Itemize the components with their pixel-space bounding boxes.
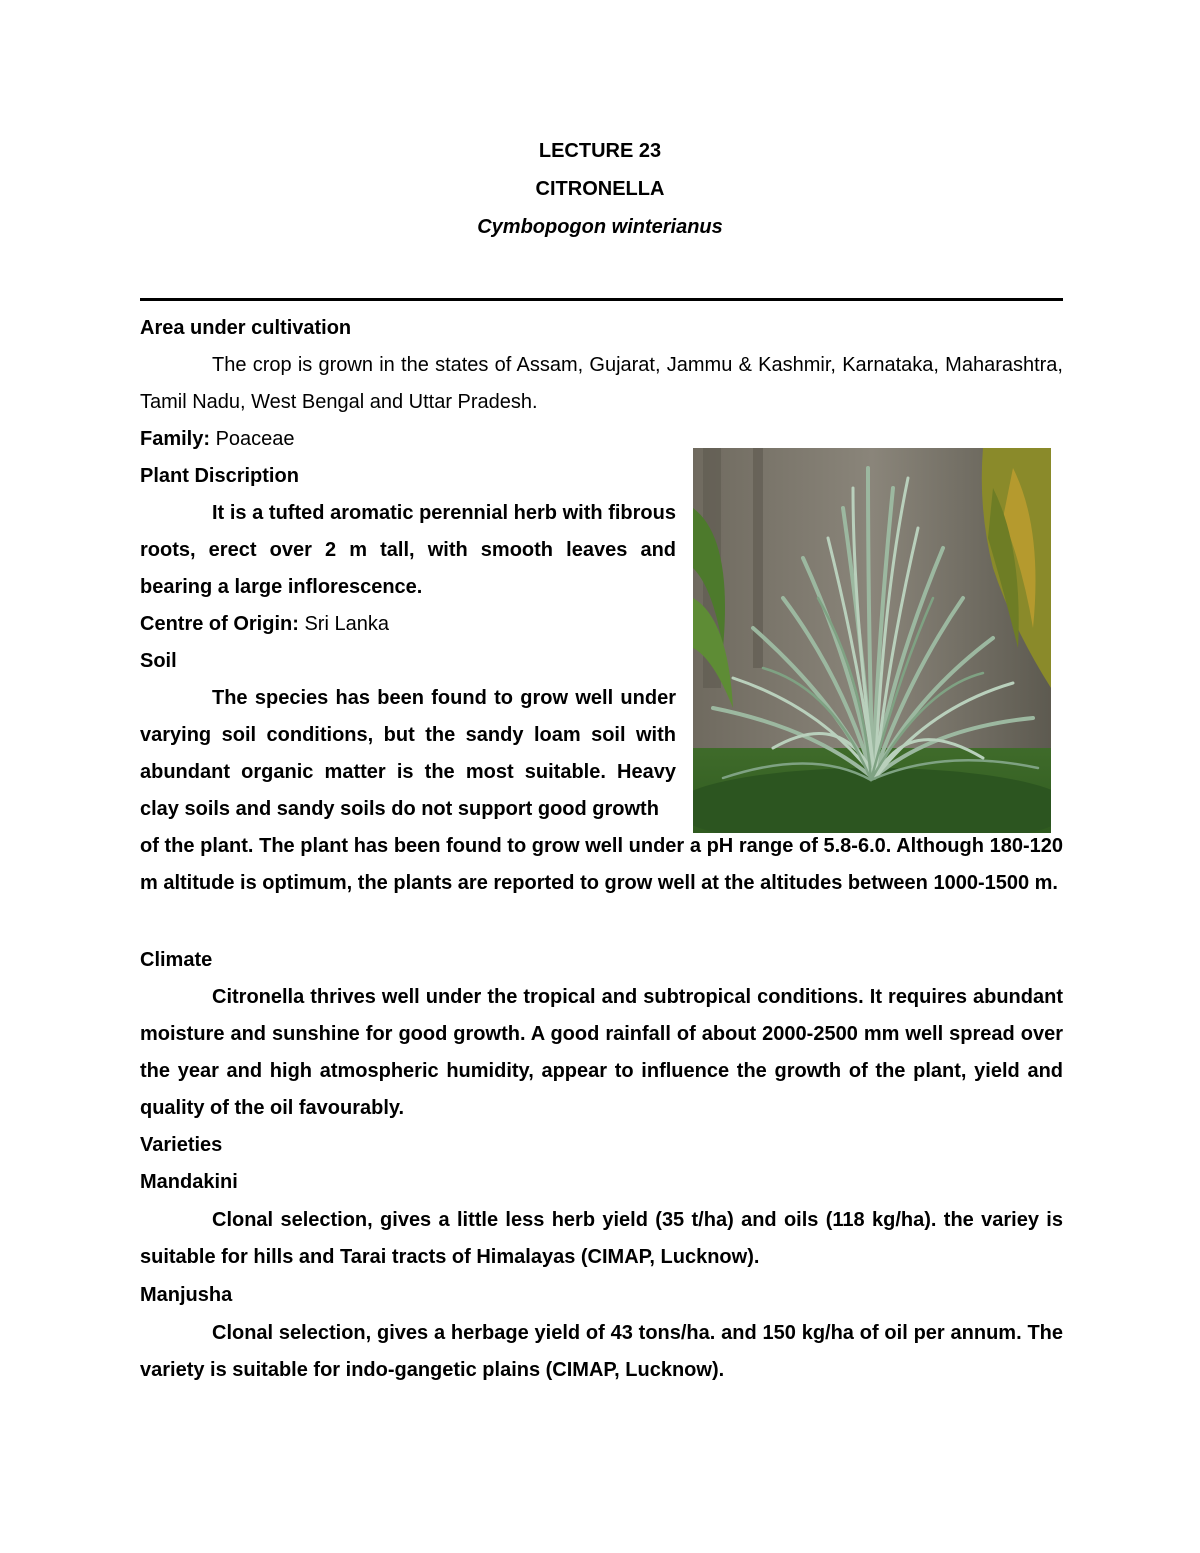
origin-line: [140, 606, 389, 643]
origin-label: Centre of Origin:: [140, 613, 299, 635]
soil-section-part1: [140, 680, 676, 828]
description-paragraph: It is a tufted aromatic perennial herb with fibrous roots, erect over 2 m tall, with smooth leaves and bearing a large inflorescence.: [140, 502, 676, 598]
varieties-heading-text: Varieties: [140, 1134, 223, 1156]
climate-heading: [140, 942, 212, 979]
variety-name: [140, 1164, 238, 1201]
variety-name-text: Manjusha: [140, 1284, 233, 1306]
variety-section: [140, 1202, 1063, 1276]
area-heading: [140, 310, 351, 347]
climate-heading-text: Climate: [140, 949, 213, 971]
variety-section: [140, 1315, 1063, 1389]
soil-paragraph-part2: of the plant. The plant has been found to grow well under a pH range of 5.8-6.0. Although 180-120 m altitude is optimum, the plants are reported to grow well at the altitudes between 1000-1500 m.: [140, 835, 1063, 894]
area-heading-text: Area under cultivation: [140, 317, 352, 339]
family-label: Family:: [140, 428, 211, 450]
origin-value: Sri Lanka: [304, 613, 389, 635]
description-section: [140, 495, 676, 606]
citronella-plant-photo: [693, 448, 1051, 833]
variety-name-text: Mandakini: [140, 1171, 238, 1193]
variety-paragraph: Clonal selection, gives a little less herb yield (35 t/ha) and oils (118 kg/ha). the variey is suitable for hills and Tarai tracts of Himalayas (CIMAP, Lucknow).: [140, 1209, 1063, 1268]
variety-paragraph: Clonal selection, gives a herbage yield of 43 tons/ha. and 150 kg/ha of oil per annum. The variety is suitable for indo-gangetic plains (CIMAP, Lucknow).: [140, 1322, 1063, 1381]
crop-title: CITRONELLA: [535, 178, 665, 200]
soil-paragraph-part1: The species has been found to grow well under varying soil conditions, but the sandy loam soil with abundant organic matter is the most suitable. Heavy clay soils and sandy soils do not support good growth: [140, 687, 676, 820]
description-heading-text: Plant Discription: [140, 465, 299, 487]
area-paragraph: The crop is grown in the states of Assam, Gujarat, Jammu & Kashmir, Karnataka, Maharashtra, Tamil Nadu, West Bengal and Uttar Pradesh.: [140, 354, 1063, 413]
family-value: Poaceae: [215, 428, 295, 450]
soil-heading: [140, 643, 177, 680]
climate-section: [140, 979, 1063, 1127]
header-divider: [140, 298, 1063, 301]
lecture-number: LECTURE 23: [538, 140, 662, 162]
soil-heading-text: Soil: [140, 650, 177, 672]
family-line: [140, 421, 295, 458]
botanical-name: Cymbopogon winterianus: [477, 216, 723, 238]
area-section: [140, 347, 1063, 421]
variety-name: [140, 1277, 232, 1314]
climate-paragraph: Citronella thrives well under the tropical and subtropical conditions. It requires abundant moisture and sunshine for good growth. A good rainfall of about 2000-2500 mm well spread over the year and high atmospheric humidity, appear to influence the growth of the plant, yield and quality of the oil favourably.: [140, 986, 1063, 1119]
plant-illustration: [693, 448, 1051, 833]
varieties-heading: [140, 1127, 222, 1164]
description-heading: [140, 458, 299, 495]
